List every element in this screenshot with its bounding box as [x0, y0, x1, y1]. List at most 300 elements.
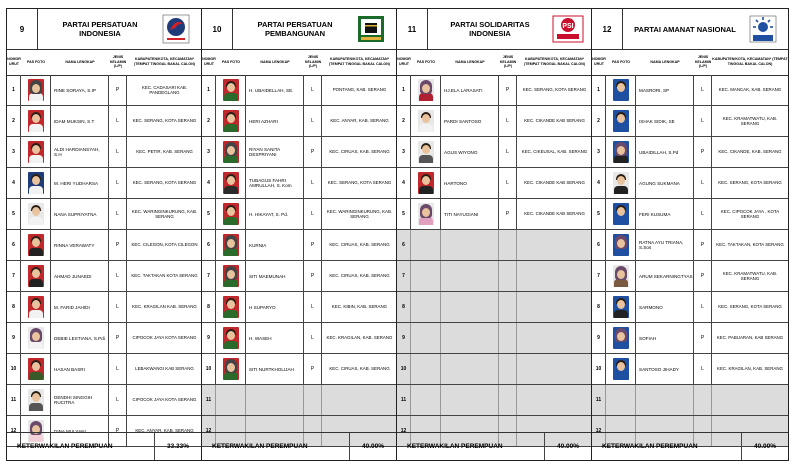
- avatar: [223, 265, 239, 287]
- candidate-number: 10: [397, 354, 411, 384]
- table-row: [397, 230, 591, 261]
- candidate-name: SOFIAH: [636, 323, 694, 353]
- candidate-photo-cell: [411, 137, 441, 167]
- candidate-gender: L: [499, 168, 517, 198]
- candidate-number: 4: [7, 168, 21, 198]
- women-representation-label: KETERWAKILAN PEREMPUAN: [407, 443, 503, 450]
- table-row: [397, 354, 591, 385]
- candidate-gender: L: [694, 168, 712, 198]
- candidate-photo-cell: [21, 168, 51, 198]
- candidate-number: 2: [7, 106, 21, 136]
- candidate-number: 10: [7, 354, 21, 384]
- candidate-gender: P: [304, 137, 322, 167]
- candidate-gender: L: [109, 292, 127, 322]
- candidate-address: KEC. TAKTAKAN, KOTA SERANG: [716, 242, 784, 248]
- avatar: [28, 389, 44, 411]
- candidate-address: KEC. CIKEUSAL, KAB. SERANG: [521, 149, 588, 155]
- candidate-number: 1: [202, 75, 216, 105]
- candidate-name: AHMAD JUNAEDI: [51, 261, 109, 291]
- candidate-name: HARTONO: [441, 168, 499, 198]
- column-header-photo: PAS FOTO: [416, 59, 436, 64]
- candidate-number: 10: [202, 354, 216, 384]
- candidate-gender: P: [694, 137, 712, 167]
- avatar: [223, 203, 239, 225]
- candidate-gender: L: [694, 354, 712, 384]
- candidate-photo-cell: [216, 261, 246, 291]
- candidate-number: 8: [7, 292, 21, 322]
- avatar: [418, 203, 434, 225]
- women-representation-label: KETERWAKILAN PEREMPUAN: [602, 443, 698, 450]
- empty-gender-cell: [694, 385, 712, 415]
- table-row: [397, 106, 591, 137]
- table-row: [397, 199, 591, 230]
- column-header-name: NAMA LENGKAP: [65, 59, 95, 64]
- candidate-name: IDAM MUKSIN, S.T: [51, 106, 109, 136]
- avatar: [223, 172, 239, 194]
- table-row: [7, 354, 201, 385]
- women-representation-label: KETERWAKILAN PEREMPUAN: [212, 443, 308, 450]
- candidate-address: KEC. CIRUAS, KAB. SERANG: [329, 149, 390, 155]
- avatar: [28, 110, 44, 132]
- candidate-address: KEC. CIKANDE, KAB. SERANG: [718, 149, 782, 155]
- table-row: [592, 230, 788, 261]
- candidate-number: 5: [592, 199, 606, 229]
- table-row: [202, 230, 396, 261]
- candidate-address: KEC. KRAGILAN, KAB. SERANG: [326, 335, 393, 341]
- avatar: [418, 141, 434, 163]
- candidate-name: PARDI SANTOSO: [441, 106, 499, 136]
- table-row: [202, 106, 396, 137]
- candidate-number: 11: [592, 385, 606, 415]
- candidate-photo-cell: [411, 168, 441, 198]
- candidate-address: KEC. SERANG, KOTA SERANG: [522, 87, 587, 93]
- party-name: PARTAI AMANAT NASIONAL: [634, 24, 736, 34]
- empty-gender-cell: [304, 385, 322, 415]
- table-row: [202, 323, 396, 354]
- candidate-photo-cell: [21, 354, 51, 384]
- candidate-number: 5: [202, 199, 216, 229]
- candidate-number: 12: [7, 416, 21, 446]
- candidate-photo-cell: [411, 106, 441, 136]
- candidate-number: 8: [592, 292, 606, 322]
- candidate-gender: P: [109, 323, 127, 353]
- candidate-gender: L: [694, 106, 712, 136]
- candidate-name: MASRORI, SP: [636, 75, 694, 105]
- avatar: [613, 296, 629, 318]
- candidate-photo-cell: [606, 168, 636, 198]
- candidate-name: AGUNG SUKMANA: [636, 168, 694, 198]
- table-row: [592, 385, 788, 416]
- candidate-address: KEC. CIRUAS, KAB. SERANG: [329, 242, 390, 248]
- women-representation-row: [592, 432, 788, 460]
- candidate-gender: P: [109, 230, 127, 260]
- avatar: [613, 265, 629, 287]
- candidate-number: 6: [7, 230, 21, 260]
- candidate-number: 4: [397, 168, 411, 198]
- candidate-photo-cell: [606, 354, 636, 384]
- women-representation-percent: 33.33%: [154, 433, 201, 460]
- table-row: [592, 261, 788, 292]
- table-row: [7, 292, 201, 323]
- candidate-address: LEBAKWANGI KAB SERANG: [135, 366, 194, 372]
- candidate-name: NANA SUPRIYATNA: [51, 199, 109, 229]
- avatar: [28, 79, 44, 101]
- avatar: [223, 296, 239, 318]
- women-representation-percent: 40.00%: [544, 433, 591, 460]
- candidate-gender: P: [109, 75, 127, 105]
- column-header-address: KABUPATEN/KOTA, KECAMATAN* (TEMPAT TINGGAL BAKAL CALON): [712, 57, 788, 66]
- candidate-gender: P: [499, 199, 517, 229]
- candidate-address: PONTANG, KAB. SERANG: [332, 87, 387, 93]
- candidate-photo-cell: [606, 106, 636, 136]
- candidate-photo-cell: [216, 75, 246, 105]
- party-number: 11: [397, 9, 428, 49]
- candidate-number: 12: [397, 416, 411, 446]
- table-row: [202, 137, 396, 168]
- candidate-address: CIPOCOK JAYA KOTA SERANG: [132, 397, 197, 403]
- candidate-gender: L: [109, 385, 127, 415]
- candidate-address: KEC. PETIR, KAB. SERANG: [136, 149, 193, 155]
- empty-name-cell: [441, 385, 499, 415]
- empty-photo-cell: [411, 230, 441, 260]
- empty-gender-cell: [499, 385, 517, 415]
- avatar: [613, 327, 629, 349]
- candidate-number: 9: [7, 323, 21, 353]
- women-representation-row: [7, 432, 201, 460]
- candidate-photo-cell: [21, 323, 51, 353]
- candidate-photo-cell: [21, 137, 51, 167]
- column-header-name: NAMA LENGKAP: [455, 59, 485, 64]
- party-name: PARTAI PERSATUAN PEMBANGUNAN: [257, 20, 333, 38]
- table-row: [592, 75, 788, 106]
- ppp-kaaba-logo: [356, 14, 386, 44]
- candidate-gender: L: [499, 106, 517, 136]
- column-header-gender: JENIS KELAMIN (L/P): [499, 55, 517, 69]
- candidate-gender: P: [499, 75, 517, 105]
- candidate-gender: P: [109, 416, 127, 446]
- candidate-address: KEC. SERANG, KOTA SERANG: [132, 118, 197, 124]
- candidate-number: 9: [202, 323, 216, 353]
- candidate-number: 12: [592, 416, 606, 446]
- column-header-photo: PAS FOTO: [611, 59, 631, 64]
- candidate-address: KEC. KRAMATWATU, KAB. SERANG: [722, 270, 778, 281]
- candidate-number: 7: [397, 261, 411, 291]
- empty-name-cell: [441, 292, 499, 322]
- empty-name-cell: [441, 354, 499, 384]
- column-header-name: NAMA LENGKAP: [650, 59, 680, 64]
- table-row: [202, 354, 396, 385]
- avatar: [613, 110, 629, 132]
- avatar: [223, 79, 239, 101]
- avatar: [28, 141, 44, 163]
- table-row: [7, 230, 201, 261]
- candidate-number: 3: [202, 137, 216, 167]
- candidate-photo-cell: [216, 230, 246, 260]
- empty-name-cell: [636, 385, 694, 415]
- avatar: [28, 172, 44, 194]
- candidate-name: DINA MULYANI: [51, 416, 109, 446]
- candidate-name: HASAN BASRI: [51, 354, 109, 384]
- candidate-photo-cell: [216, 137, 246, 167]
- candidate-number: 2: [202, 106, 216, 136]
- candidate-name: ISHAK SIDIK, SE: [636, 106, 694, 136]
- table-row: [592, 168, 788, 199]
- table-row: [397, 168, 591, 199]
- candidate-gender: L: [109, 261, 127, 291]
- candidate-address: KEC. SERANG, KOTA SERANG: [718, 304, 782, 310]
- candidate-number: 7: [202, 261, 216, 291]
- candidate-gender: L: [109, 137, 127, 167]
- women-representation-percent: 40.00%: [349, 433, 396, 460]
- table-row: [397, 261, 591, 292]
- party-number: 9: [7, 9, 38, 49]
- candidate-address: KEC. CIKANDE KAB SERANG: [524, 211, 585, 217]
- candidate-number: 9: [592, 323, 606, 353]
- candidate-name: AGUS WIYONO: [441, 137, 499, 167]
- table-row: [592, 199, 788, 230]
- candidate-photo-cell: [411, 75, 441, 105]
- avatar: [28, 296, 44, 318]
- candidate-photo-cell: [606, 292, 636, 322]
- column-header-no: NOMOR URUT: [397, 57, 411, 66]
- candidate-name: H. UBAIDELLAH, SE.: [246, 75, 304, 105]
- candidate-number: 3: [7, 137, 21, 167]
- avatar: [28, 265, 44, 287]
- candidate-gender: P: [304, 230, 322, 260]
- candidate-gender: P: [694, 261, 712, 291]
- column-header-row: [592, 49, 788, 76]
- candidate-photo-cell: [21, 261, 51, 291]
- empty-gender-cell: [499, 261, 517, 291]
- candidate-photo-cell: [21, 106, 51, 136]
- candidate-address: KEC. CIPOCOK JAYA , KOTA SERANG: [720, 208, 780, 219]
- candidate-number: 5: [7, 199, 21, 229]
- candidate-name: SITI MAEMUNAH: [246, 261, 304, 291]
- women-representation-row: [397, 432, 591, 460]
- table-row: [592, 292, 788, 323]
- empty-photo-cell: [411, 323, 441, 353]
- table-row: [592, 354, 788, 385]
- avatar: [223, 234, 239, 256]
- column-header-address: KABUPATEN/KOTA, KECAMATAN* (TEMPAT TINGGAL BAKAL CALON): [523, 57, 586, 66]
- party-header: [397, 9, 591, 50]
- candidate-number: 6: [202, 230, 216, 260]
- candidate-photo-cell: [216, 292, 246, 322]
- empty-photo-cell: [411, 292, 441, 322]
- candidate-address: KEC. ANYAR, KAB. SERANG: [135, 428, 194, 434]
- column-header-gender: JENIS KELAMIN (L/P): [109, 55, 127, 69]
- column-header-name: NAMA LENGKAP: [260, 59, 290, 64]
- candidate-number: 3: [592, 137, 606, 167]
- candidate-name: TUBAGUS FAHRI AMRULLAH, S. Kom: [246, 168, 304, 198]
- table-row: [7, 106, 201, 137]
- candidate-gender: L: [304, 323, 322, 353]
- candidate-photo-cell: [21, 199, 51, 229]
- party-panel-12: [592, 9, 788, 460]
- candidate-address: KEC. WARINGINKURUNG, KAB. SERANG: [131, 208, 198, 219]
- candidate-name: ALDI HARDIANSYAH, S.H: [51, 137, 109, 167]
- candidate-number: 2: [397, 106, 411, 136]
- candidate-name: SITI NURTKHOLIJAH: [246, 354, 304, 384]
- table-row: [202, 75, 396, 106]
- candidate-name: SARMONO: [636, 292, 694, 322]
- avatar: [418, 79, 434, 101]
- party-header: [592, 9, 788, 50]
- candidate-address: KEC. SERANG, KOTA SERANG: [132, 180, 197, 186]
- candidate-gender: P: [304, 354, 322, 384]
- column-header-no: NOMOR URUT: [202, 57, 216, 66]
- candidate-address: KEC. PABUARAN, KAB SERANG: [716, 335, 784, 341]
- candidate-photo-cell: [216, 354, 246, 384]
- candidate-address: KEC. TAKTAKAN KOTA SERANG: [131, 273, 198, 279]
- column-header-no: NOMOR URUT: [592, 57, 606, 66]
- candidate-name: H SUPARYO: [246, 292, 304, 322]
- women-representation-percent: 40.00%: [741, 433, 788, 460]
- avatar: [613, 172, 629, 194]
- candidate-gender: L: [499, 137, 517, 167]
- pan-sun-logo: [748, 14, 778, 44]
- candidate-photo-cell: [216, 323, 246, 353]
- candidate-number: 9: [397, 323, 411, 353]
- candidate-address: KEC. WARINGINKURUNG, KAB. SERANG: [326, 208, 393, 219]
- table-row: [202, 292, 396, 323]
- candidate-address: KEC. MANCAK, KAB. SERANG: [718, 87, 782, 93]
- party-header: [7, 9, 201, 50]
- table-row: [397, 323, 591, 354]
- candidate-gender: L: [694, 199, 712, 229]
- candidate-address: KEC. CIKANDE KAB SERANG: [524, 118, 585, 124]
- candidate-photo-cell: [606, 199, 636, 229]
- candidate-photo-cell: [21, 75, 51, 105]
- table-row: [592, 137, 788, 168]
- candidate-photo-cell: [606, 323, 636, 353]
- candidate-number: 11: [397, 385, 411, 415]
- avatar: [28, 327, 44, 349]
- avatar: [223, 110, 239, 132]
- party-panel-10: [202, 9, 397, 460]
- candidate-name: H. WASEH: [246, 323, 304, 353]
- candidate-name: FERI KUSUMA: [636, 199, 694, 229]
- empty-gender-cell: [499, 292, 517, 322]
- candidate-gender: L: [304, 168, 322, 198]
- column-header-address: KABUPATEN/KOTA, KECAMATAN* (TEMPAT TINGGAL BAKAL CALON): [328, 57, 391, 66]
- avatar: [613, 79, 629, 101]
- candidate-address: KEC. ANYAR, KAB. SERANG: [330, 118, 389, 124]
- candidate-address: KEC. KIBIN, KAB. SERANG: [331, 304, 388, 310]
- candidate-number: 7: [7, 261, 21, 291]
- avatar: [223, 358, 239, 380]
- candidate-number: 7: [592, 261, 606, 291]
- candidate-name: RINNA VERAWATY: [51, 230, 109, 260]
- candidate-address: KEC. KRAGILAN KAB. SERANG: [132, 304, 197, 310]
- party-name: PARTAI SOLIDARITAS INDONESIA: [450, 20, 530, 38]
- candidate-gender: L: [109, 168, 127, 198]
- empty-name-cell: [441, 230, 499, 260]
- candidate-address: KEC. CIRUAS, KAB. SERANG: [329, 366, 390, 372]
- candidate-address: KEC. KRAGILAN, KAB. SERANG: [717, 366, 783, 372]
- candidate-name: TITI NAYUGIANI: [441, 199, 499, 229]
- candidate-number: 4: [592, 168, 606, 198]
- candidate-photo-cell: [216, 168, 246, 198]
- table-row: [202, 261, 396, 292]
- candidate-number: 4: [202, 168, 216, 198]
- table-row: [7, 261, 201, 292]
- candidate-name: RINE SORAYA, S.IP: [51, 75, 109, 105]
- candidate-photo-cell: [216, 199, 246, 229]
- candidate-address: KEC. KRAMATWATU, KAB. SERANG: [722, 115, 778, 126]
- table-row: [397, 137, 591, 168]
- party-number: 10: [202, 9, 233, 49]
- empty-photo-cell: [411, 385, 441, 415]
- candidate-name: RIYAN SANITA DESPRIYANI: [246, 137, 304, 167]
- candidate-name: H. HIKAYAT, S. Pd.: [246, 199, 304, 229]
- table-row: [397, 385, 591, 416]
- candidate-photo-cell: [606, 261, 636, 291]
- column-header-row: [397, 49, 591, 76]
- column-header-photo: PAS FOTO: [26, 59, 46, 64]
- candidate-gender: P: [694, 323, 712, 353]
- avatar: [613, 203, 629, 225]
- column-header-row: [7, 49, 201, 76]
- candidate-table: [6, 8, 789, 461]
- table-row: [7, 75, 201, 106]
- candidate-photo-cell: [606, 230, 636, 260]
- column-header-photo: PAS FOTO: [221, 59, 241, 64]
- candidate-name: DENDHI SINGGIH RUCITRA: [51, 385, 109, 415]
- candidate-name: M. FARID JAHIDI: [51, 292, 109, 322]
- candidate-address: KEC. CILEGON, KOTA CILEGON: [131, 242, 198, 248]
- perindo-logo: [161, 14, 191, 44]
- candidate-number: 6: [397, 230, 411, 260]
- table-row: [397, 292, 591, 323]
- candidate-number: 3: [397, 137, 411, 167]
- candidate-number: 1: [397, 75, 411, 105]
- table-row: [202, 168, 396, 199]
- avatar: [223, 141, 239, 163]
- party-panel-11: [397, 9, 592, 460]
- candidate-address: KEC. SERANG, KOTA SERANG: [327, 180, 392, 186]
- candidate-name: KURNIA: [246, 230, 304, 260]
- svg-text:PSI: PSI: [562, 23, 574, 30]
- women-representation-row: [202, 432, 396, 460]
- candidate-name: UBAIDILLAH, S.Pd: [636, 137, 694, 167]
- table-row: [397, 75, 591, 106]
- empty-photo-cell: [411, 261, 441, 291]
- empty-name-cell: [441, 323, 499, 353]
- empty-photo-cell: [411, 354, 441, 384]
- table-row: [7, 168, 201, 199]
- candidate-address: KEC. CIRUAS, KAB. SERANG: [329, 273, 390, 279]
- candidate-address: KEC. CIKANDE KAB SERANG: [524, 180, 585, 186]
- candidate-number: 2: [592, 106, 606, 136]
- candidate-number: 10: [592, 354, 606, 384]
- candidate-number: 8: [202, 292, 216, 322]
- candidate-photo-cell: [21, 292, 51, 322]
- avatar: [613, 234, 629, 256]
- avatar: [28, 358, 44, 380]
- candidate-gender: L: [694, 292, 712, 322]
- candidate-number: 11: [7, 385, 21, 415]
- candidate-number: 8: [397, 292, 411, 322]
- candidate-photo-cell: [21, 230, 51, 260]
- column-header-address: KABUPATEN/KOTA, KECAMATAN* (TEMPAT TINGGAL BAKAL CALON): [133, 57, 196, 66]
- avatar: [28, 234, 44, 256]
- candidate-gender: L: [304, 199, 322, 229]
- empty-name-cell: [246, 385, 304, 415]
- column-header-row: [202, 49, 396, 76]
- candidate-photo-cell: [411, 199, 441, 229]
- table-row: [592, 106, 788, 137]
